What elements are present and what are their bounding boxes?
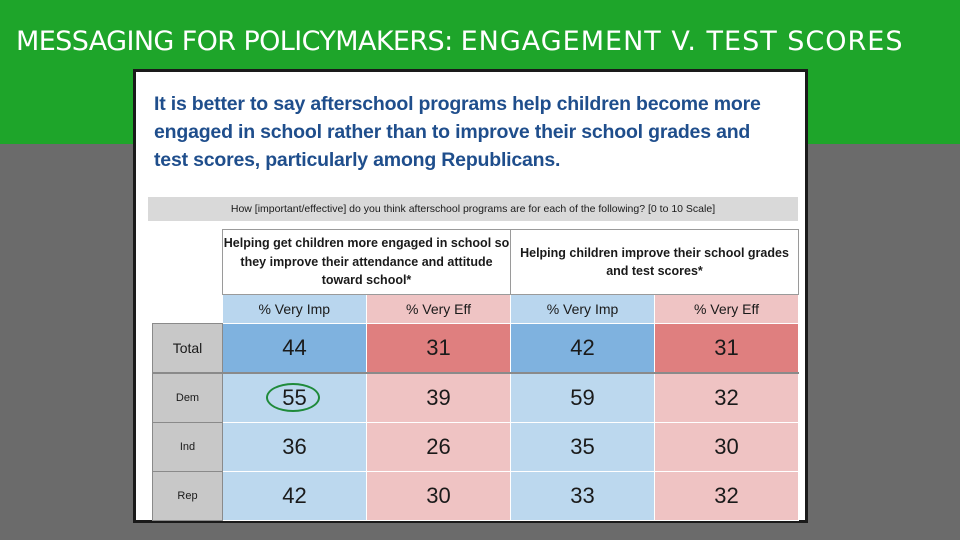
table-cell: 39 bbox=[367, 373, 511, 423]
row-label: Dem bbox=[153, 373, 223, 423]
table-cell: 44 bbox=[223, 324, 367, 374]
table-cell: 36 bbox=[223, 423, 367, 472]
table-cell: 31 bbox=[367, 324, 511, 374]
table-cell: 32 bbox=[655, 373, 799, 423]
slide-title-part2: ENGAGEMENT V. TEST SCORES bbox=[460, 26, 904, 57]
row-label: Rep bbox=[153, 472, 223, 521]
subheader-very-imp: % Very Imp bbox=[223, 295, 367, 324]
table-cell: 59 bbox=[511, 373, 655, 423]
table-row-ind bbox=[153, 423, 799, 472]
subheader-very-imp: % Very Imp bbox=[511, 295, 655, 324]
row-label: Ind bbox=[153, 423, 223, 472]
table-cell: 30 bbox=[655, 423, 799, 472]
subheader-very-eff: % Very Eff bbox=[367, 295, 511, 324]
survey-card bbox=[133, 69, 808, 523]
table-cell: 33 bbox=[511, 472, 655, 521]
cell-value: 55 bbox=[282, 385, 307, 410]
table-cell: 30 bbox=[367, 472, 511, 521]
subheader-very-eff: % Very Eff bbox=[655, 295, 799, 324]
card-headline: It is better to say afterschool programs help children become more engaged in school rather than to improve their school grades and test scores, particularly among Republicans. bbox=[154, 93, 761, 171]
corner-cell bbox=[153, 230, 223, 295]
slide-title-part1: MESSAGING FOR POLICYMAKERS: bbox=[16, 26, 453, 57]
table-cell: 32 bbox=[655, 472, 799, 521]
table-cell: 35 bbox=[511, 423, 655, 472]
table-cell: 31 bbox=[655, 324, 799, 374]
table-row-rep bbox=[153, 472, 799, 521]
table-row-total bbox=[153, 324, 799, 374]
table-cell-highlighted bbox=[223, 373, 367, 423]
table-cell: 42 bbox=[511, 324, 655, 374]
group-header-grades: Helping children improve their school grades and test scores* bbox=[511, 230, 799, 295]
table-cell: 42 bbox=[223, 472, 367, 521]
table-cell: 26 bbox=[367, 423, 511, 472]
survey-question: How [important/effective] do you think afterschool programs are for each of the following? [0 to 10 Scale] bbox=[148, 197, 798, 221]
row-label: Total bbox=[153, 324, 223, 374]
results-table bbox=[152, 229, 799, 521]
group-header-engagement: Helping get children more engaged in school so they improve their attendance and attitude toward school* bbox=[223, 230, 511, 295]
corner-cell bbox=[153, 295, 223, 324]
table-row-dem bbox=[153, 373, 799, 423]
slide-title bbox=[16, 26, 904, 60]
